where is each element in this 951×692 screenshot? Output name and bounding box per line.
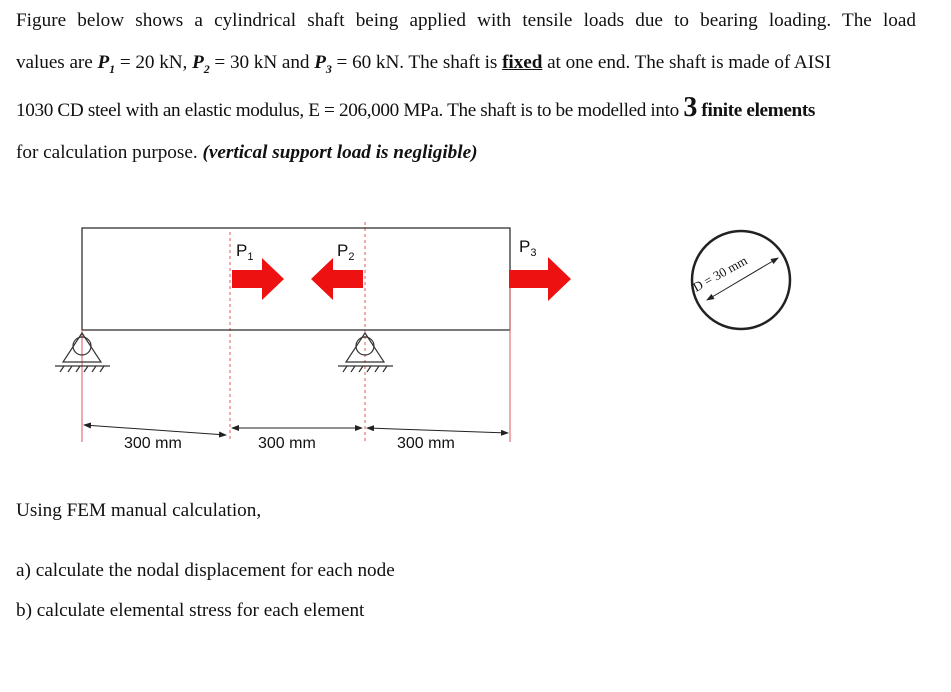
dimension-line-1 (84, 425, 226, 435)
problem-line-4: for calculation purpose. (vertical support load is negligible) (16, 141, 478, 163)
diameter-label: D = 30 mm (690, 252, 750, 295)
dimension-line-3 (367, 428, 508, 433)
load-label-p1: $P_1$ (236, 241, 254, 263)
question-a: a) calculate the nodal displacement for each node (16, 560, 395, 581)
load-label-p2: $P_2$ (337, 241, 355, 263)
shaft-body (82, 228, 510, 330)
load-label-p3: $P_3$ (519, 237, 537, 259)
load-arrow-p3 (509, 257, 571, 301)
load-arrow-p2 (311, 258, 363, 300)
problem-line-2: values are $P_1 = 20$ kN, $P_2 = 30$ kN and $P_3 = 60$ kN. The shaft is fixed at one end. The shaft is made of AISI (16, 52, 832, 76)
cross-section (690, 231, 790, 329)
load-arrow-p1 (232, 258, 284, 300)
question-b: b) calculate elemental stress for each element (16, 600, 365, 621)
fixed-keyword: fixed (502, 52, 543, 73)
dimension-label-2: 300 mm (258, 435, 316, 452)
problem-line-3: 1030 CD steel with an elastic modulus, E = 206,000 MPa. The shaft is to be modelled into 3 finite elements (16, 91, 815, 123)
support-note: (vertical support load is negligible) (202, 141, 478, 163)
elements-count: 3 (683, 91, 697, 123)
problem-line-1: Figure below shows a cylindrical shaft being applied with tensile loads due to bearing loading. The load (16, 10, 916, 31)
questions-intro: Using FEM manual calculation, (16, 500, 262, 521)
dimension-label-3: 300 mm (397, 435, 455, 452)
dimension-label-1: 300 mm (124, 435, 182, 452)
